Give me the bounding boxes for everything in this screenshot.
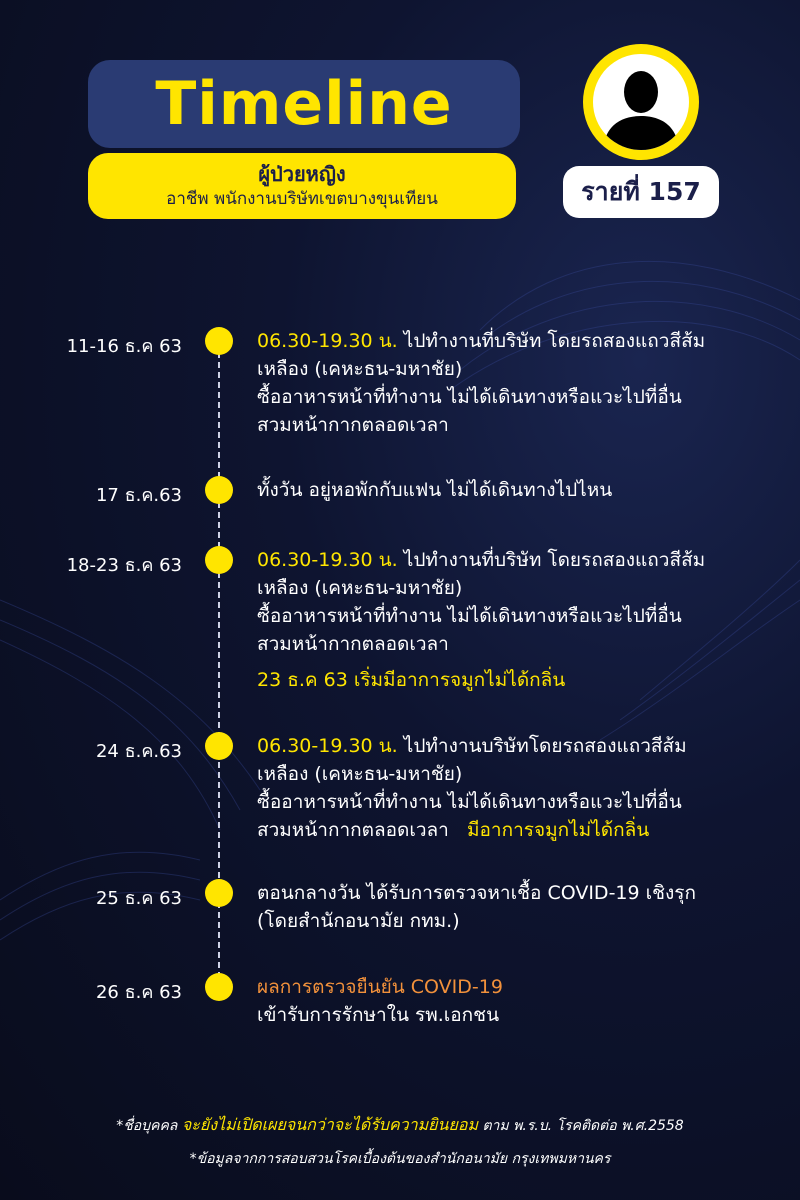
entry-text: เหลือง (เคหะธน-มหาชัย)	[257, 763, 463, 785]
timeline-dot	[205, 327, 233, 355]
footer-suffix: ตาม พ.ร.บ. โรคติดต่อ พ.ศ.2558	[478, 1118, 684, 1134]
timeline-entry	[257, 879, 777, 935]
patient-gender: ผู้ป่วยหญิง	[258, 162, 346, 186]
entry-text: เข้ารับการรักษาใน รพ.เอกชน	[257, 1004, 500, 1026]
footer-prefix: *ชื่อบุคคล	[116, 1118, 182, 1134]
timeline-entry	[257, 732, 777, 844]
avatar	[583, 44, 699, 160]
page-title: Timeline	[155, 69, 453, 139]
case-number-badge	[563, 166, 719, 218]
subtitle-box	[88, 153, 516, 219]
entry-text: ซื้ออาหารหน้าที่ทำงาน ไม่ได้เดินทางหรือแวะไปที่อื่น	[257, 605, 682, 627]
entry-text: ไปทำงานที่บริษัท โดยรถสองแถวสีส้ม	[397, 549, 706, 571]
entry-text: สวมหน้ากากตลอดเวลา	[257, 633, 449, 655]
timeline-date: 25 ธ.ค 63	[95, 888, 182, 909]
title-box	[88, 60, 520, 148]
entry-time: 06.30-19.30 น.	[257, 549, 398, 571]
symptom-note: มีอาการจมูกไม่ได้กลิ่น	[466, 819, 650, 841]
timeline-date: 18-23 ธ.ค 63	[66, 555, 182, 576]
timeline-dot	[205, 879, 233, 907]
case-number: รายที่ 157	[581, 177, 701, 206]
entry-text: ซื้ออาหารหน้าที่ทำงาน ไม่ได้เดินทางหรือแวะไปที่อื่น	[257, 386, 682, 408]
patient-occupation: อาชีพ พนักงานบริษัทเขตบางขุนเทียน	[166, 189, 438, 209]
footer-source: *ข้อมูลจากการสอบสวนโรคเบื้องต้นของสำนักอนามัย กรุงเทพมหานคร	[189, 1151, 611, 1167]
timeline-dot	[205, 973, 233, 1001]
entry-text: ไปทำงานบริษัทโดยรถสองแถวสีส้ม	[397, 735, 687, 757]
entry-text: สวมหน้ากากตลอดเวลา	[257, 819, 449, 841]
timeline-entry	[257, 476, 777, 504]
timeline-entry	[257, 973, 777, 1029]
timeline-entry	[257, 546, 777, 694]
timeline-entry	[257, 327, 777, 439]
person-silhouette-icon	[593, 54, 689, 150]
timeline-dot	[205, 732, 233, 760]
timeline-date: 24 ธ.ค.63	[95, 741, 182, 762]
entry-text: สวมหน้ากากตลอดเวลา	[257, 414, 449, 436]
entry-text: ตอนกลางวัน ได้รับการตรวจหาเชื้อ COVID-19 เชิงรุก	[257, 882, 697, 904]
entry-text: (โดยสำนักอนามัย กทม.)	[257, 910, 460, 932]
timeline-date: 11-16 ธ.ค 63	[66, 336, 182, 357]
entry-text: ไปทำงานที่บริษัท โดยรถสองแถวสีส้ม	[397, 330, 706, 352]
timeline-date: 26 ธ.ค 63	[95, 982, 182, 1003]
timeline-date: 17 ธ.ค.63	[95, 485, 182, 506]
confirmation-highlight: ผลการตรวจยืนยัน COVID-19	[257, 976, 503, 998]
entry-text: ซื้ออาหารหน้าที่ทำงาน ไม่ได้เดินทางหรือแวะไปที่อื่น	[257, 791, 682, 813]
entry-text: เหลือง (เคหะธน-มหาชัย)	[257, 577, 463, 599]
entry-text: ทั้งวัน อยู่หอพักกับแฟน ไม่ได้เดินทางไปไหน	[257, 479, 613, 501]
footer-disclaimer	[0, 1113, 800, 1138]
timeline-dot	[205, 546, 233, 574]
entry-text: เหลือง (เคหะธน-มหาชัย)	[257, 358, 463, 380]
entry-time: 06.30-19.30 น.	[257, 330, 398, 352]
footer-emphasis: จะยังไม่เปิดเผยจนกว่าจะได้รับความยินยอม	[181, 1115, 479, 1134]
timeline-dot	[205, 476, 233, 504]
entry-time: 06.30-19.30 น.	[257, 735, 398, 757]
symptom-note: 23 ธ.ค 63 เริ่มมีอาการจมูกไม่ได้กลิ่น	[257, 669, 566, 691]
